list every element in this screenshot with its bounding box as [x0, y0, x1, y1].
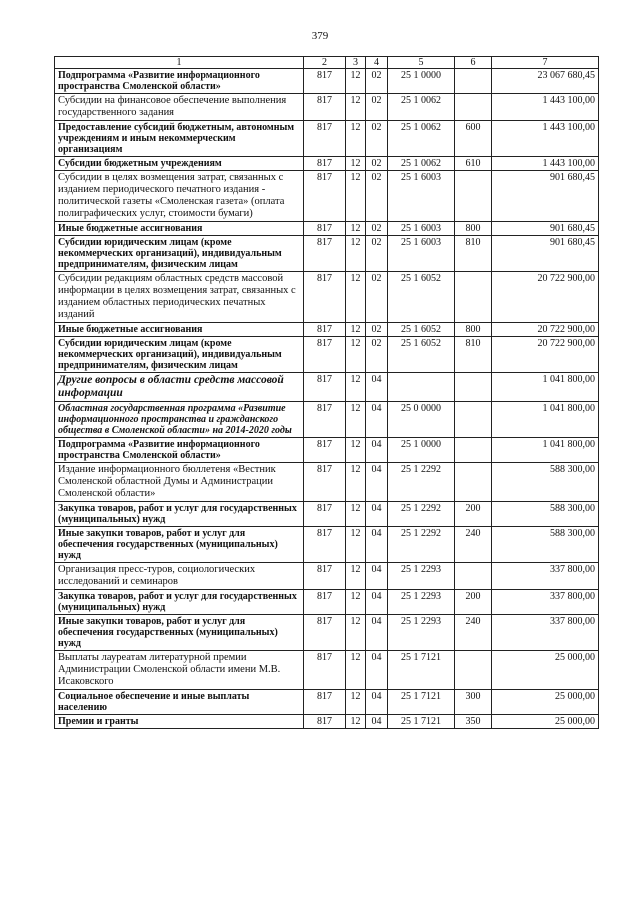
- target-article: 25 1 6052: [388, 272, 455, 323]
- amount: 20 722 900,00: [492, 323, 599, 337]
- table-row: [55, 402, 599, 438]
- expense-type: [455, 438, 492, 463]
- amount: 337 800,00: [492, 615, 599, 651]
- section-code: 12: [346, 121, 366, 157]
- section-code: 12: [346, 222, 366, 236]
- expense-type: 240: [455, 615, 492, 651]
- subsection-code: 04: [366, 527, 388, 563]
- target-article: 25 1 0062: [388, 94, 455, 121]
- section-code: 12: [346, 402, 366, 438]
- section-code: 12: [346, 373, 366, 402]
- expense-type: 300: [455, 690, 492, 715]
- row-name: Субсидии редакциям областных средств массовой информации в целях возмещения затрат, связанных с изданием областных периодических печатных изданий: [55, 272, 304, 323]
- subsection-code: 04: [366, 438, 388, 463]
- admin-code: 817: [304, 323, 346, 337]
- table-row: [55, 527, 599, 563]
- expense-type: [455, 373, 492, 402]
- expense-type: [455, 272, 492, 323]
- section-code: 12: [346, 590, 366, 615]
- row-name: Иные бюджетные ассигнования: [55, 222, 304, 236]
- section-code: 12: [346, 502, 366, 527]
- admin-code: 817: [304, 171, 346, 222]
- table-row: [55, 236, 599, 272]
- target-article: 25 1 6052: [388, 337, 455, 373]
- header-col-3: 3: [346, 57, 366, 69]
- table-row: [55, 590, 599, 615]
- amount: 901 680,45: [492, 171, 599, 222]
- target-article: 25 1 2292: [388, 463, 455, 502]
- amount: 23 067 680,45: [492, 69, 599, 94]
- expense-type: 800: [455, 323, 492, 337]
- row-name: Субсидии в целях возмещения затрат, связанных с изданием периодического печатного издания - политической газеты «Смоленская газета» (оплата полиграфических услуг, стоимости бумаги): [55, 171, 304, 222]
- amount: 1 041 800,00: [492, 438, 599, 463]
- expense-type: 810: [455, 236, 492, 272]
- target-article: 25 1 6003: [388, 236, 455, 272]
- subsection-code: 02: [366, 272, 388, 323]
- table-row: [55, 69, 599, 94]
- section-code: 12: [346, 690, 366, 715]
- page-number: 379: [311, 30, 329, 42]
- row-name: Иные закупки товаров, работ и услуг для обеспечения государственных (муниципальных) нужд: [55, 615, 304, 651]
- expense-type: [455, 69, 492, 94]
- admin-code: 817: [304, 527, 346, 563]
- row-name: Субсидии на финансовое обеспечение выполнения государственного задания: [55, 94, 304, 121]
- section-code: 12: [346, 272, 366, 323]
- amount: 901 680,45: [492, 222, 599, 236]
- amount: 20 722 900,00: [492, 337, 599, 373]
- admin-code: 817: [304, 222, 346, 236]
- target-article: 25 1 2293: [388, 563, 455, 590]
- table-row: [55, 272, 599, 323]
- section-code: 12: [346, 171, 366, 222]
- subsection-code: 04: [366, 590, 388, 615]
- header-col-6: 6: [455, 57, 492, 69]
- admin-code: 817: [304, 463, 346, 502]
- header-row: [55, 57, 599, 69]
- table-row: [55, 222, 599, 236]
- table-row: [55, 463, 599, 502]
- subsection-code: 02: [366, 222, 388, 236]
- expense-type: 350: [455, 715, 492, 729]
- target-article: 25 1 6052: [388, 323, 455, 337]
- table-body: [55, 69, 599, 729]
- section-code: 12: [346, 615, 366, 651]
- row-name: Областная государственная программа «Развитие информационного пространства и гражданского общества в Смоленской области» на 2014-2020 годы: [55, 402, 304, 438]
- admin-code: 817: [304, 402, 346, 438]
- row-name: Закупка товаров, работ и услуг для государственных (муниципальных) нужд: [55, 502, 304, 527]
- row-name: Подпрограмма «Развитие информационного пространства Смоленской области»: [55, 438, 304, 463]
- target-article: [388, 373, 455, 402]
- subsection-code: 02: [366, 69, 388, 94]
- expense-type: 200: [455, 502, 492, 527]
- row-name: Иные закупки товаров, работ и услуг для обеспечения государственных (муниципальных) нужд: [55, 527, 304, 563]
- amount: 1 443 100,00: [492, 121, 599, 157]
- section-code: 12: [346, 563, 366, 590]
- target-article: 25 1 0000: [388, 438, 455, 463]
- target-article: 25 1 2292: [388, 527, 455, 563]
- row-name: Другие вопросы в области средств массовой информации: [55, 373, 304, 402]
- section-code: 12: [346, 463, 366, 502]
- table-row: [55, 94, 599, 121]
- header-col-1: 1: [55, 57, 304, 69]
- target-article: 25 1 7121: [388, 690, 455, 715]
- target-article: 25 1 0062: [388, 157, 455, 171]
- section-code: 12: [346, 157, 366, 171]
- header-col-7: 7: [492, 57, 599, 69]
- expense-type: [455, 651, 492, 690]
- table-row: [55, 337, 599, 373]
- expense-type: 610: [455, 157, 492, 171]
- row-name: Субсидии бюджетным учреждениям: [55, 157, 304, 171]
- section-code: 12: [346, 69, 366, 94]
- admin-code: 817: [304, 615, 346, 651]
- subsection-code: 02: [366, 323, 388, 337]
- admin-code: 817: [304, 651, 346, 690]
- table-row: [55, 651, 599, 690]
- section-code: 12: [346, 236, 366, 272]
- subsection-code: 02: [366, 171, 388, 222]
- table-row: [55, 373, 599, 402]
- table-row: [55, 157, 599, 171]
- target-article: 25 1 0062: [388, 121, 455, 157]
- expense-type: [455, 463, 492, 502]
- expense-type: 810: [455, 337, 492, 373]
- row-name: Закупка товаров, работ и услуг для государственных (муниципальных) нужд: [55, 590, 304, 615]
- amount: 1 443 100,00: [492, 94, 599, 121]
- expense-type: 240: [455, 527, 492, 563]
- subsection-code: 04: [366, 373, 388, 402]
- admin-code: 817: [304, 563, 346, 590]
- subsection-code: 02: [366, 337, 388, 373]
- table-row: [55, 438, 599, 463]
- target-article: 25 1 2293: [388, 615, 455, 651]
- admin-code: 817: [304, 236, 346, 272]
- admin-code: 817: [304, 438, 346, 463]
- target-article: 25 1 2292: [388, 502, 455, 527]
- target-article: 25 1 0000: [388, 69, 455, 94]
- expense-type: 800: [455, 222, 492, 236]
- table-row: [55, 715, 599, 729]
- target-article: 25 1 2293: [388, 590, 455, 615]
- table-row: [55, 615, 599, 651]
- section-code: 12: [346, 323, 366, 337]
- subsection-code: 02: [366, 236, 388, 272]
- expense-type: 600: [455, 121, 492, 157]
- section-code: 12: [346, 94, 366, 121]
- row-name: Социальное обеспечение и иные выплаты населению: [55, 690, 304, 715]
- amount: 25 000,00: [492, 690, 599, 715]
- amount: 25 000,00: [492, 651, 599, 690]
- section-code: 12: [346, 438, 366, 463]
- subsection-code: 02: [366, 94, 388, 121]
- table-row: [55, 323, 599, 337]
- amount: 588 300,00: [492, 527, 599, 563]
- expense-type: [455, 402, 492, 438]
- row-name: Субсидии юридическим лицам (кроме некоммерческих организаций), индивидуальным предпринимателям, физическим лицам: [55, 236, 304, 272]
- subsection-code: 04: [366, 463, 388, 502]
- admin-code: 817: [304, 157, 346, 171]
- header-col-2: 2: [304, 57, 346, 69]
- row-name: Премии и гранты: [55, 715, 304, 729]
- amount: 337 800,00: [492, 590, 599, 615]
- amount: 1 041 800,00: [492, 373, 599, 402]
- admin-code: 817: [304, 121, 346, 157]
- subsection-code: 04: [366, 402, 388, 438]
- row-name: Организация пресс-туров, социологических исследований и семинаров: [55, 563, 304, 590]
- admin-code: 817: [304, 337, 346, 373]
- budget-table: [54, 56, 599, 729]
- subsection-code: 04: [366, 502, 388, 527]
- section-code: 12: [346, 337, 366, 373]
- row-name: Предоставление субсидий бюджетным, автономным учреждениям и иным некоммерческим организациям: [55, 121, 304, 157]
- expense-type: [455, 94, 492, 121]
- amount: 588 300,00: [492, 463, 599, 502]
- admin-code: 817: [304, 690, 346, 715]
- subsection-code: 04: [366, 715, 388, 729]
- subsection-code: 04: [366, 563, 388, 590]
- admin-code: 817: [304, 373, 346, 402]
- amount: 1 041 800,00: [492, 402, 599, 438]
- target-article: 25 1 6003: [388, 222, 455, 236]
- amount: 901 680,45: [492, 236, 599, 272]
- row-name: Подпрограмма «Развитие информационного пространства Смоленской области»: [55, 69, 304, 94]
- admin-code: 817: [304, 715, 346, 729]
- target-article: 25 0 0000: [388, 402, 455, 438]
- subsection-code: 02: [366, 157, 388, 171]
- row-name: Субсидии юридическим лицам (кроме некоммерческих организаций), индивидуальным предпринимателям, физическим лицам: [55, 337, 304, 373]
- admin-code: 817: [304, 272, 346, 323]
- expense-type: [455, 563, 492, 590]
- admin-code: 817: [304, 69, 346, 94]
- expense-type: [455, 171, 492, 222]
- amount: 20 722 900,00: [492, 272, 599, 323]
- amount: 1 443 100,00: [492, 157, 599, 171]
- header-col-5: 5: [388, 57, 455, 69]
- subsection-code: 04: [366, 651, 388, 690]
- subsection-code: 04: [366, 615, 388, 651]
- amount: 337 800,00: [492, 563, 599, 590]
- table-row: [55, 502, 599, 527]
- section-code: 12: [346, 527, 366, 563]
- target-article: 25 1 6003: [388, 171, 455, 222]
- admin-code: 817: [304, 590, 346, 615]
- table-row: [55, 121, 599, 157]
- table-row: [55, 563, 599, 590]
- table-row: [55, 690, 599, 715]
- amount: 588 300,00: [492, 502, 599, 527]
- row-name: Иные бюджетные ассигнования: [55, 323, 304, 337]
- subsection-code: 04: [366, 690, 388, 715]
- expense-type: 200: [455, 590, 492, 615]
- row-name: Издание информационного бюллетеня «Вестник Смоленской областной Думы и Администрации Смоленской области»: [55, 463, 304, 502]
- admin-code: 817: [304, 502, 346, 527]
- row-name: Выплаты лауреатам литературной премии Администрации Смоленской области имени М.В. Исаковского: [55, 651, 304, 690]
- admin-code: 817: [304, 94, 346, 121]
- header-col-4: 4: [366, 57, 388, 69]
- target-article: 25 1 7121: [388, 651, 455, 690]
- target-article: 25 1 7121: [388, 715, 455, 729]
- amount: 25 000,00: [492, 715, 599, 729]
- section-code: 12: [346, 715, 366, 729]
- section-code: 12: [346, 651, 366, 690]
- subsection-code: 02: [366, 121, 388, 157]
- table-row: [55, 171, 599, 222]
